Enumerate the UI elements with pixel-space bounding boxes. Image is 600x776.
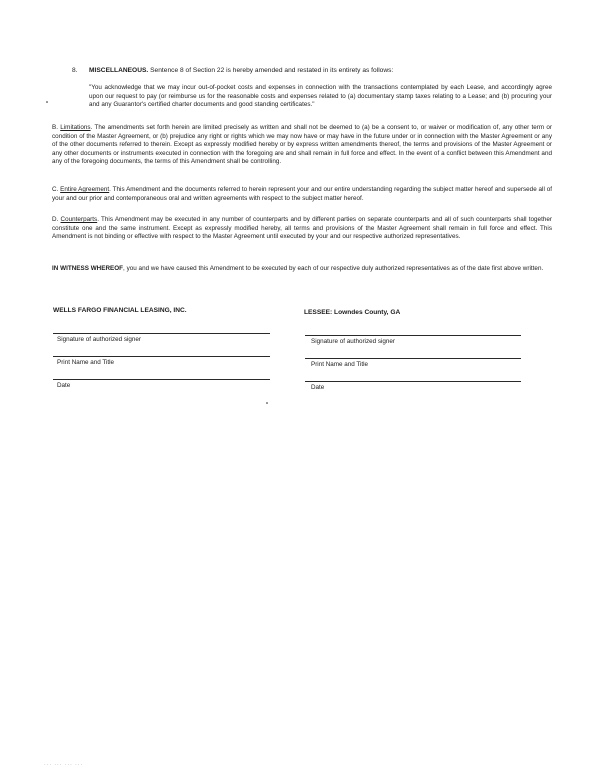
section-b-heading: Limitations: [60, 124, 91, 131]
right-signature-label: Signature of authorized signer: [311, 338, 396, 345]
section-d-text: . This Amendment may be executed in any number of counterparts and by different parties on separate counterparts and all of such counterparts shall together constitute one and the same instrument. Except as expressly modified hereby, all terms and provisions of the Master Agreement shall remain in full force and effect. This Amendment is not binding or effective with respect to the Master Agreement until executed by your and our respective authorized representatives.: [52, 216, 553, 241]
section-b-text: . The amendments set forth herein are limited precisely as written and shall not be deemed to (a) be a consent to, or waiver or modification of, any other term or condition of the Master Agreement, or (b) prejudice any right or rights which we may now have or may have in the future under or in connection with the Master Agreement or any of the other documents referred to therein. Except as expressly modified hereby or by express written amendments thereof, the terms and provisions of the Master Agreement or any other documents or instruments executed in connection with the foregoing are and shall remain in full force and effect. In the event of a conflict between this Amendment and any of the foregoing documents, the terms of this Amendment shall be controlling.: [52, 124, 553, 166]
section-d: [52, 216, 552, 242]
section-8-text: Sentence 8 of Section 22 is hereby amended and restated in its entirety as follows:: [148, 67, 394, 74]
left-date-line: [53, 379, 270, 380]
right-party-name: LESSEE: Lowndes County, GA: [304, 309, 401, 316]
section-8-heading: MISCELLANEOUS.: [89, 67, 149, 74]
section-b: [52, 124, 552, 167]
section-d-heading: Counterparts: [60, 216, 98, 223]
witness-clause: [52, 265, 552, 274]
left-date-label: Date: [57, 382, 71, 389]
left-party-name: WELLS FARGO FINANCIAL LEASING, INC.: [53, 307, 187, 314]
left-print-line: [53, 356, 270, 357]
section-c-text: . This Amendment and the documents referred to herein represent your and our entire understanding regarding the subject matter hereof and supersede all of your and our prior and contemporaneous oral and written agreements with respect to the subject matter hereof.: [52, 186, 552, 202]
section-c-label: C.: [52, 186, 61, 193]
right-print-line: [305, 358, 521, 359]
right-print-label: Print Name and Title: [311, 361, 369, 368]
left-print-label: Print Name and Title: [57, 359, 115, 366]
section-c: [52, 186, 552, 203]
scan-speck: [46, 101, 48, 103]
section-8: [72, 67, 552, 76]
section-8-number: 8.: [72, 67, 78, 74]
section-b-label: B.: [52, 124, 61, 131]
left-signature-label: Signature of authorized signer: [57, 336, 142, 343]
right-date-line: [305, 381, 521, 382]
witness-text: , you and we have caused this Amendment to be executed by each of our respective duly authorized representatives as of the date first above written.: [123, 265, 544, 272]
section-c-heading: Entire Agreement: [60, 186, 110, 193]
witness-heading: IN WITNESS WHEREOF: [52, 265, 124, 272]
right-signature-line: [305, 335, 521, 336]
scan-speck: [266, 402, 268, 404]
left-signature-line: [53, 333, 270, 334]
right-date-label: Date: [311, 384, 325, 391]
section-8-quote: "You acknowledge that we may incur out-of-pocket costs and expenses in connection with the transactions contemplated by each Lease, and accordingly agree upon our request to pay (or reimburse us for the reasonable costs and expenses related to (a) documentary stamp taxes relating to a Lease; and (b) procuring your and any Guarantor's certified charter documents and good standing certificates.": [89, 84, 552, 109]
section-d-label: D.: [52, 216, 61, 223]
scan-footer-mark: ··· ··· ··· ···: [44, 762, 84, 768]
